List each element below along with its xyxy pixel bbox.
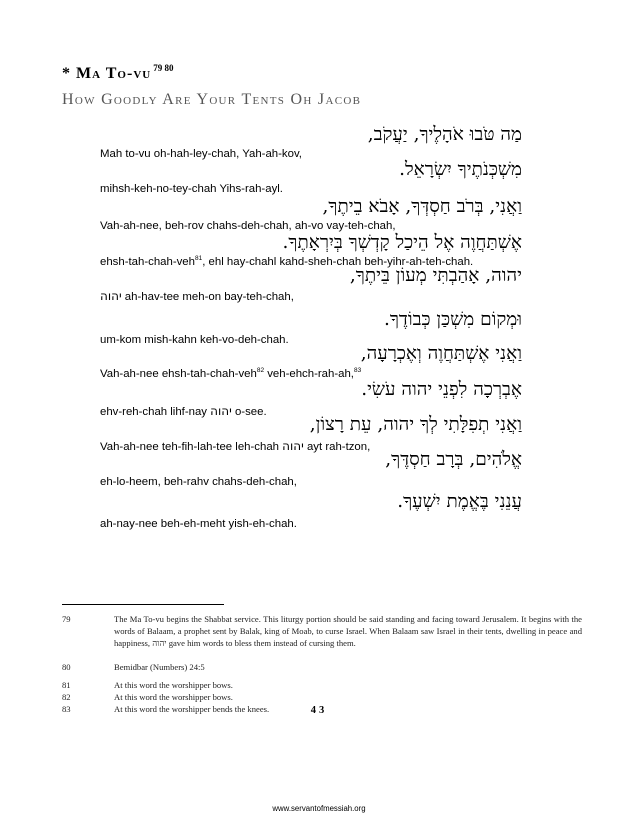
transliteration-text: Vah-ah-nee, beh-rov chahs-deh-chah, ah-vo vay-teh-chah, xyxy=(100,220,396,232)
hebrew-line: אֶשְׁתַּחֲוֶה אֶל הֵיכַל קָדְשְׁךָ בְּיִרְאָתֶךָ. xyxy=(282,232,522,253)
transliteration-text: , ehl hay-chahl kahd-sheh-chah beh-yihr-ah-teh-chah. xyxy=(202,256,474,268)
transliteration-text: ah-nay-nee beh-eh-meht yish-eh-chah. xyxy=(100,518,297,530)
prayer-title xyxy=(62,64,582,84)
footer-url: www.servantofmessiah.org xyxy=(272,804,366,813)
footnote-number: 83 xyxy=(62,704,71,714)
hebrew-line: יהוה, אָהַבְתִּי מְעוֹן בֵּיתֶךָ, xyxy=(349,265,522,286)
page-number: 43 xyxy=(310,705,328,716)
footnote-ref: 82 xyxy=(256,367,265,374)
hebrew-line: מַה טֹּבוּ אֹהָלֶיךָ, יַעֲקֹב, xyxy=(367,124,522,145)
transliteration-text: ehv-reh-chah lihf-nay xyxy=(100,406,211,418)
hebrew-line: אֶבְרְכָה לִפְנֵי יהוה עֹשִׂי. xyxy=(361,379,522,400)
hebrew-line: וַאֲנִי תְפִלָּתִי לְךָ יהוה, עֵת רָצוֹן, xyxy=(309,414,522,435)
footnote-text: At this word the worshipper bows. xyxy=(114,692,233,702)
transliteration-text: ah-hav-tee meh-on bay-teh-chah, xyxy=(121,291,294,303)
hebrew-line: וַאֲנִי, בְּרֹב חַסְדְּךָ, אָבֹא בֵיתֶךָ, xyxy=(322,196,522,217)
footnote-text: At this word the worshipper bows. xyxy=(114,680,233,690)
transliteration-text: o-see. xyxy=(231,406,267,418)
hebrew-line: מִשְׁכְּנֹתֶיךָ יִשְׂרָאֵל. xyxy=(399,159,522,180)
footnote-text: At this word the worshipper bends the knees. xyxy=(114,704,270,714)
footnote-number: 81 xyxy=(62,680,71,690)
transliteration-text: veh-ehch-rah-ah, xyxy=(264,368,354,380)
hebrew-line: עֲנֵנִי בֶּאֱמֶת יִשְׁעֶךָ. xyxy=(397,491,522,512)
transliteration-text: Vah-ah-nee ehsh-tah-chah-veh xyxy=(100,368,257,380)
footnote-text: The Ma To-vu begins the Shabbat service. This liturgy portion should be said standing and facing toward Jerusalem. It begins with the words of Balaam, a prophet sent by Balak, king of Moab, to curse Israel. When Balaam saw Israel in their tents, dwelling in peace and happiness, יהוה gave him words to bless them instead of cursing them. xyxy=(114,614,582,649)
divine-name: יהוה xyxy=(210,404,232,418)
transliteration-line xyxy=(100,182,530,197)
footnote-ref: 83 xyxy=(353,367,362,374)
divine-name: יהוה xyxy=(282,439,304,453)
divine-name: יהוה xyxy=(100,289,122,303)
footnote-text: Bemidbar (Numbers) 24:5 xyxy=(114,662,205,672)
transliteration-text: Vah-ah-nee teh-fih-lah-tee leh-chah xyxy=(100,441,283,453)
transliteration-text: mihsh-keh-no-tey-chah Yihs-rah-ayl. xyxy=(100,183,283,195)
transliteration-line xyxy=(100,289,530,305)
prayer-title-text: * Ma To-vu xyxy=(62,65,152,82)
transliteration-line xyxy=(100,517,530,532)
prayer-subtitle: How Goodly Are Your Tents Oh Jacob xyxy=(62,91,362,108)
transliteration-line xyxy=(100,475,530,490)
hebrew-line: אֱלֹהִים, בְּרָב חַסְדֶּךָ, xyxy=(385,449,522,470)
hebrew-line: וַאֲנִי אֶשְׁתַּחֲוֶה וְאֶכְרָעָה, xyxy=(360,343,522,364)
transliteration-text: um-kom mish-kahn keh-vo-deh-chah. xyxy=(100,334,289,346)
transliteration-text: ehsh-tah-chah-veh xyxy=(100,256,195,268)
title-footnote-refs: 79 80 xyxy=(153,63,174,73)
transliteration-text: eh-lo-heem, beh-rahv chahs-deh-chah, xyxy=(100,476,297,488)
footnote-number: 82 xyxy=(62,692,71,702)
transliteration-text: Mah to-vu oh-hah-ley-chah, Yah-ah-kov, xyxy=(100,148,302,160)
transliteration-text: ayt rah-tzon, xyxy=(303,441,371,453)
footnote-number: 80 xyxy=(62,662,71,672)
footnote-number: 79 xyxy=(62,614,71,624)
footnote-divider xyxy=(62,604,224,605)
hebrew-line: וּמְקוֹם מִשְׁכַּן כְּבוֹדֶךָ. xyxy=(383,309,522,330)
footnote-ref: 81 xyxy=(194,255,203,262)
